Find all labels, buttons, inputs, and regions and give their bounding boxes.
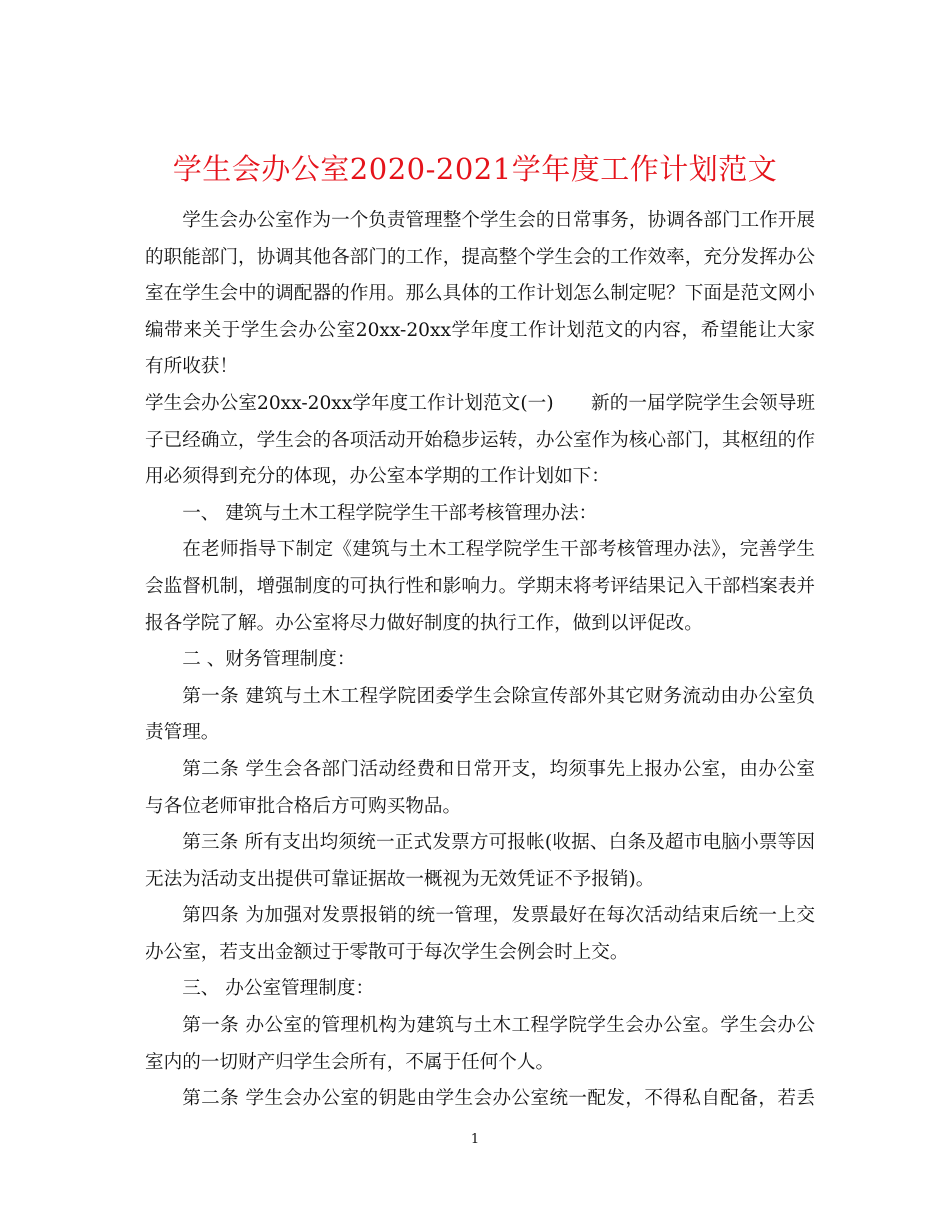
paragraph-section-1: 在老师指导下制定《建筑与土木工程学院学生干部考核管理办法》，完善学生会监督机制，增强制度的可执行性和影响力。学期末将考评结果记入干部档案表并报各学院了解。办公室将尽力做好制度的执行工作，做到以评促改。 [145,539,815,634]
section-heading-2: 二 、财务管理制度： [182,649,356,671]
section-heading-1: 一、 建筑与土木工程学院学生干部考核管理办法： [182,502,598,524]
office-article-1: 第一条 办公室的管理机构为建筑与土木工程学院学生会办公室。学生会办公室内的一切财产归学生会所有，不属于任何个人。 [145,1015,815,1073]
finance-article-3: 第三条 所有支出均须统一正式发票方可报帐(收据、白条及超市电脑小票等因无法为活动支出提供可靠证据故一概视为无效凭证不予报销)。 [145,832,815,890]
finance-article-2: 第二条 学生会各部门活动经费和日常开支，均须事先上报办公室，由办公室与各位老师审批合格后方可购买物品。 [145,758,815,817]
paragraph-plan-heading: 学生会办公室20xx-20xx学年度工作计划范文(一) 新的一届学院学生会领导班子已经确立，学生会的各项活动开始稳步运转，办公室作为核心部门，其枢纽的作用必须得到充分的体现，办公室本学期的工作计划如下： [145,392,815,488]
page-number: 1 [470,1132,480,1147]
finance-article-4: 第四条 为加强对发票报销的统一管理，发票最好在每次活动结束后统一上交办公室，若支出金额过于零散可于每次学生会例会时上交。 [145,905,815,963]
document-body [145,203,815,1118]
document-title: 学生会办公室2020-2021学年度工作计划范文 [172,152,778,187]
paragraph-intro: 学生会办公室作为一个负责管理整个学生会的日常事务，协调各部门工作开展的职能部门，协调其他各部门的工作，提高整个学生会的工作效率，充分发挥办公室在学生会中的调配器的作用。那么具体的工作计划怎么制定呢？下面是范文网小编带来关于学生会办公室20xx-20xx学年度工作计划范文的内容，希望能让大家有所收获！ [145,210,815,378]
finance-article-1: 第一条 建筑与土木工程学院团委学生会除宣传部外其它财务流动由办公室负责管理。 [145,685,815,744]
office-article-2: 第二条 学生会办公室的钥匙由学生会办公室统一配发，不得私自配备，若丢 [182,1088,815,1110]
section-heading-3: 三、 办公室管理制度： [182,978,375,1000]
